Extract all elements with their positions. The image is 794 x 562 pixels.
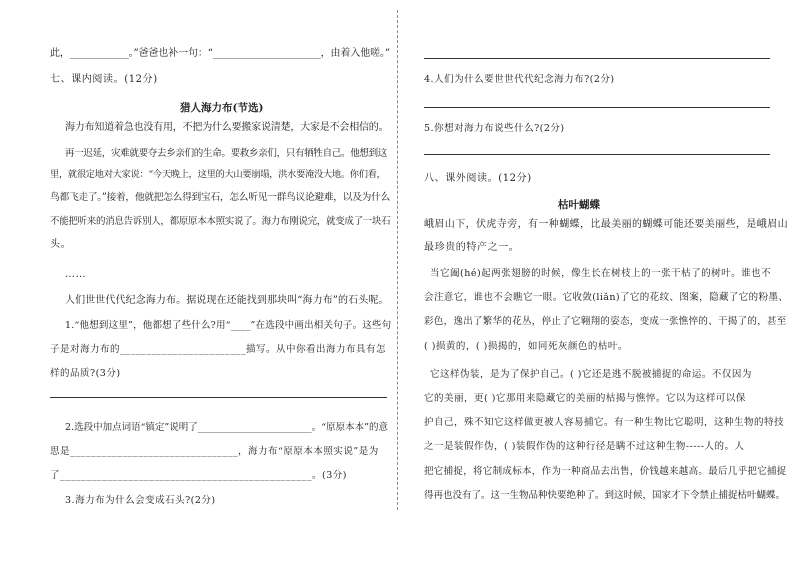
text-line: 把它捕捉，将它制成标本，作为一种商品去出售，价钱越来越高。最后几乎把它捕捉 <box>424 466 787 477</box>
question-2-cont: 了________________________________________________。(3分) <box>50 470 347 481</box>
text-line: 之一是装假作伪，( )装假作伪的这种行径是瞒不过这种生物-----人的。人 <box>424 441 745 452</box>
text-line: 护自己，殊不知它这样做更被人容易捕它。有一种生物比它聪明，这种生物的特技 <box>424 417 785 428</box>
question-5: 5.你想对海力布说些什么?(2分) <box>424 123 565 134</box>
question-2-cont: 思是________________________________，海力布“原原本本照实说”是为 <box>50 446 379 457</box>
text-line: 头。 <box>50 239 72 250</box>
text-line: 不能把听来的消息告诉别人，都原原本本照实说了。海力布刚说完，就变成了一块石 <box>50 216 391 227</box>
passage-title: 猎人海力布(节选) <box>180 102 264 114</box>
column-divider <box>397 10 398 510</box>
answer-line[interactable] <box>424 154 770 155</box>
text-line: 再一迟延，灾难就要夺去乡亲们的生命。要救乡亲们，只有牺牲自己。他想到这 <box>65 148 388 159</box>
question-2: 2.选段中加点词语“镇定”说明了________________________。“原原本本”的意 <box>65 422 388 433</box>
text-line: 人们世世代代纪念海力布。据说现在还能找到那块叫“海力布”的石头呢。 <box>65 295 389 306</box>
ellipsis: …… <box>65 269 87 280</box>
text-line: 会注意它，谁也不会瞧它一眼。它收敛(liǎn)了它的花纹、图案，隐藏了它的粉墨、 <box>424 292 789 303</box>
question-4: 4.人们为什么要世世代代纪念海力布?(2分) <box>424 74 615 85</box>
question-1-cont: 样的品质?(3分) <box>50 368 121 379</box>
text-line: 峨眉山下，伏虎寺旁，有一种蝴蝶，比最美丽的蝴蝶可能还要美丽些，是峨眉山 <box>424 219 788 230</box>
answer-line[interactable] <box>424 107 770 108</box>
section-heading-7: 七、课内阅读。(12分) <box>50 74 158 85</box>
passage-title: 枯叶蝴蝶 <box>558 199 600 211</box>
answer-line[interactable] <box>50 397 387 398</box>
text-line: 最珍贵的特产之一。 <box>424 242 520 253</box>
text-line: 此，____________。”爸爸也补一句：“______________________，由着入他嗟。” <box>50 48 390 59</box>
answer-line[interactable] <box>424 58 770 59</box>
text-line: 鸟都飞走了。”接着，他就把怎么得到宝石，怎么听见一群鸟议论避难，以及为什么 <box>50 192 391 203</box>
text-line: ( )损黄的，( )损揭的，如同死灰颜色的枯叶。 <box>424 341 628 352</box>
question-3: 3.海力布为什么会变成石头?(2分) <box>65 495 216 506</box>
text-line: 它这样伪装，是为了保护自己。( )它还是逃不脱被捕捉的命运。不仅因为 <box>430 369 752 380</box>
section-heading-8: 八、课外阅读。(12分) <box>424 173 532 184</box>
right-column <box>400 0 794 562</box>
text-line: 彩色，逸出了繁华的花丛，停止了它翱翔的姿态，变成一张憔悴的、干揭了的，甚至 <box>424 316 787 327</box>
text-line: 海力布知道着急也没有用，不把为什么要搬家说清楚，大家是不会相信的。 <box>65 122 389 133</box>
question-1: 1.“他想到这里”，他都想了些什么?用“____”在选段中画出相关句子。这些句 <box>65 320 392 331</box>
question-1-cont: 子是对海力布的________________________描写。从中你看出海力布具有怎 <box>50 344 387 355</box>
text-line: 它的美丽，更( )它那用来隐藏它的美丽的枯揭与憔悴。它以为这样可以保 <box>424 393 746 404</box>
text-line: 得再也没有了。这一生物品种快要绝种了。到这时候，国家才下令禁止捕捉枯叶蝴蝶。 <box>424 490 786 501</box>
text-line: 里，就很定地对大家说：“今天晚上，这里的大山要崩塌，洪水要淹没大地。你们看， <box>50 169 386 180</box>
text-line: 当它阖(hé)起两张翅膀的时候，像生长在树枝上的一张干枯了的树叶。谁也不 <box>430 268 772 279</box>
